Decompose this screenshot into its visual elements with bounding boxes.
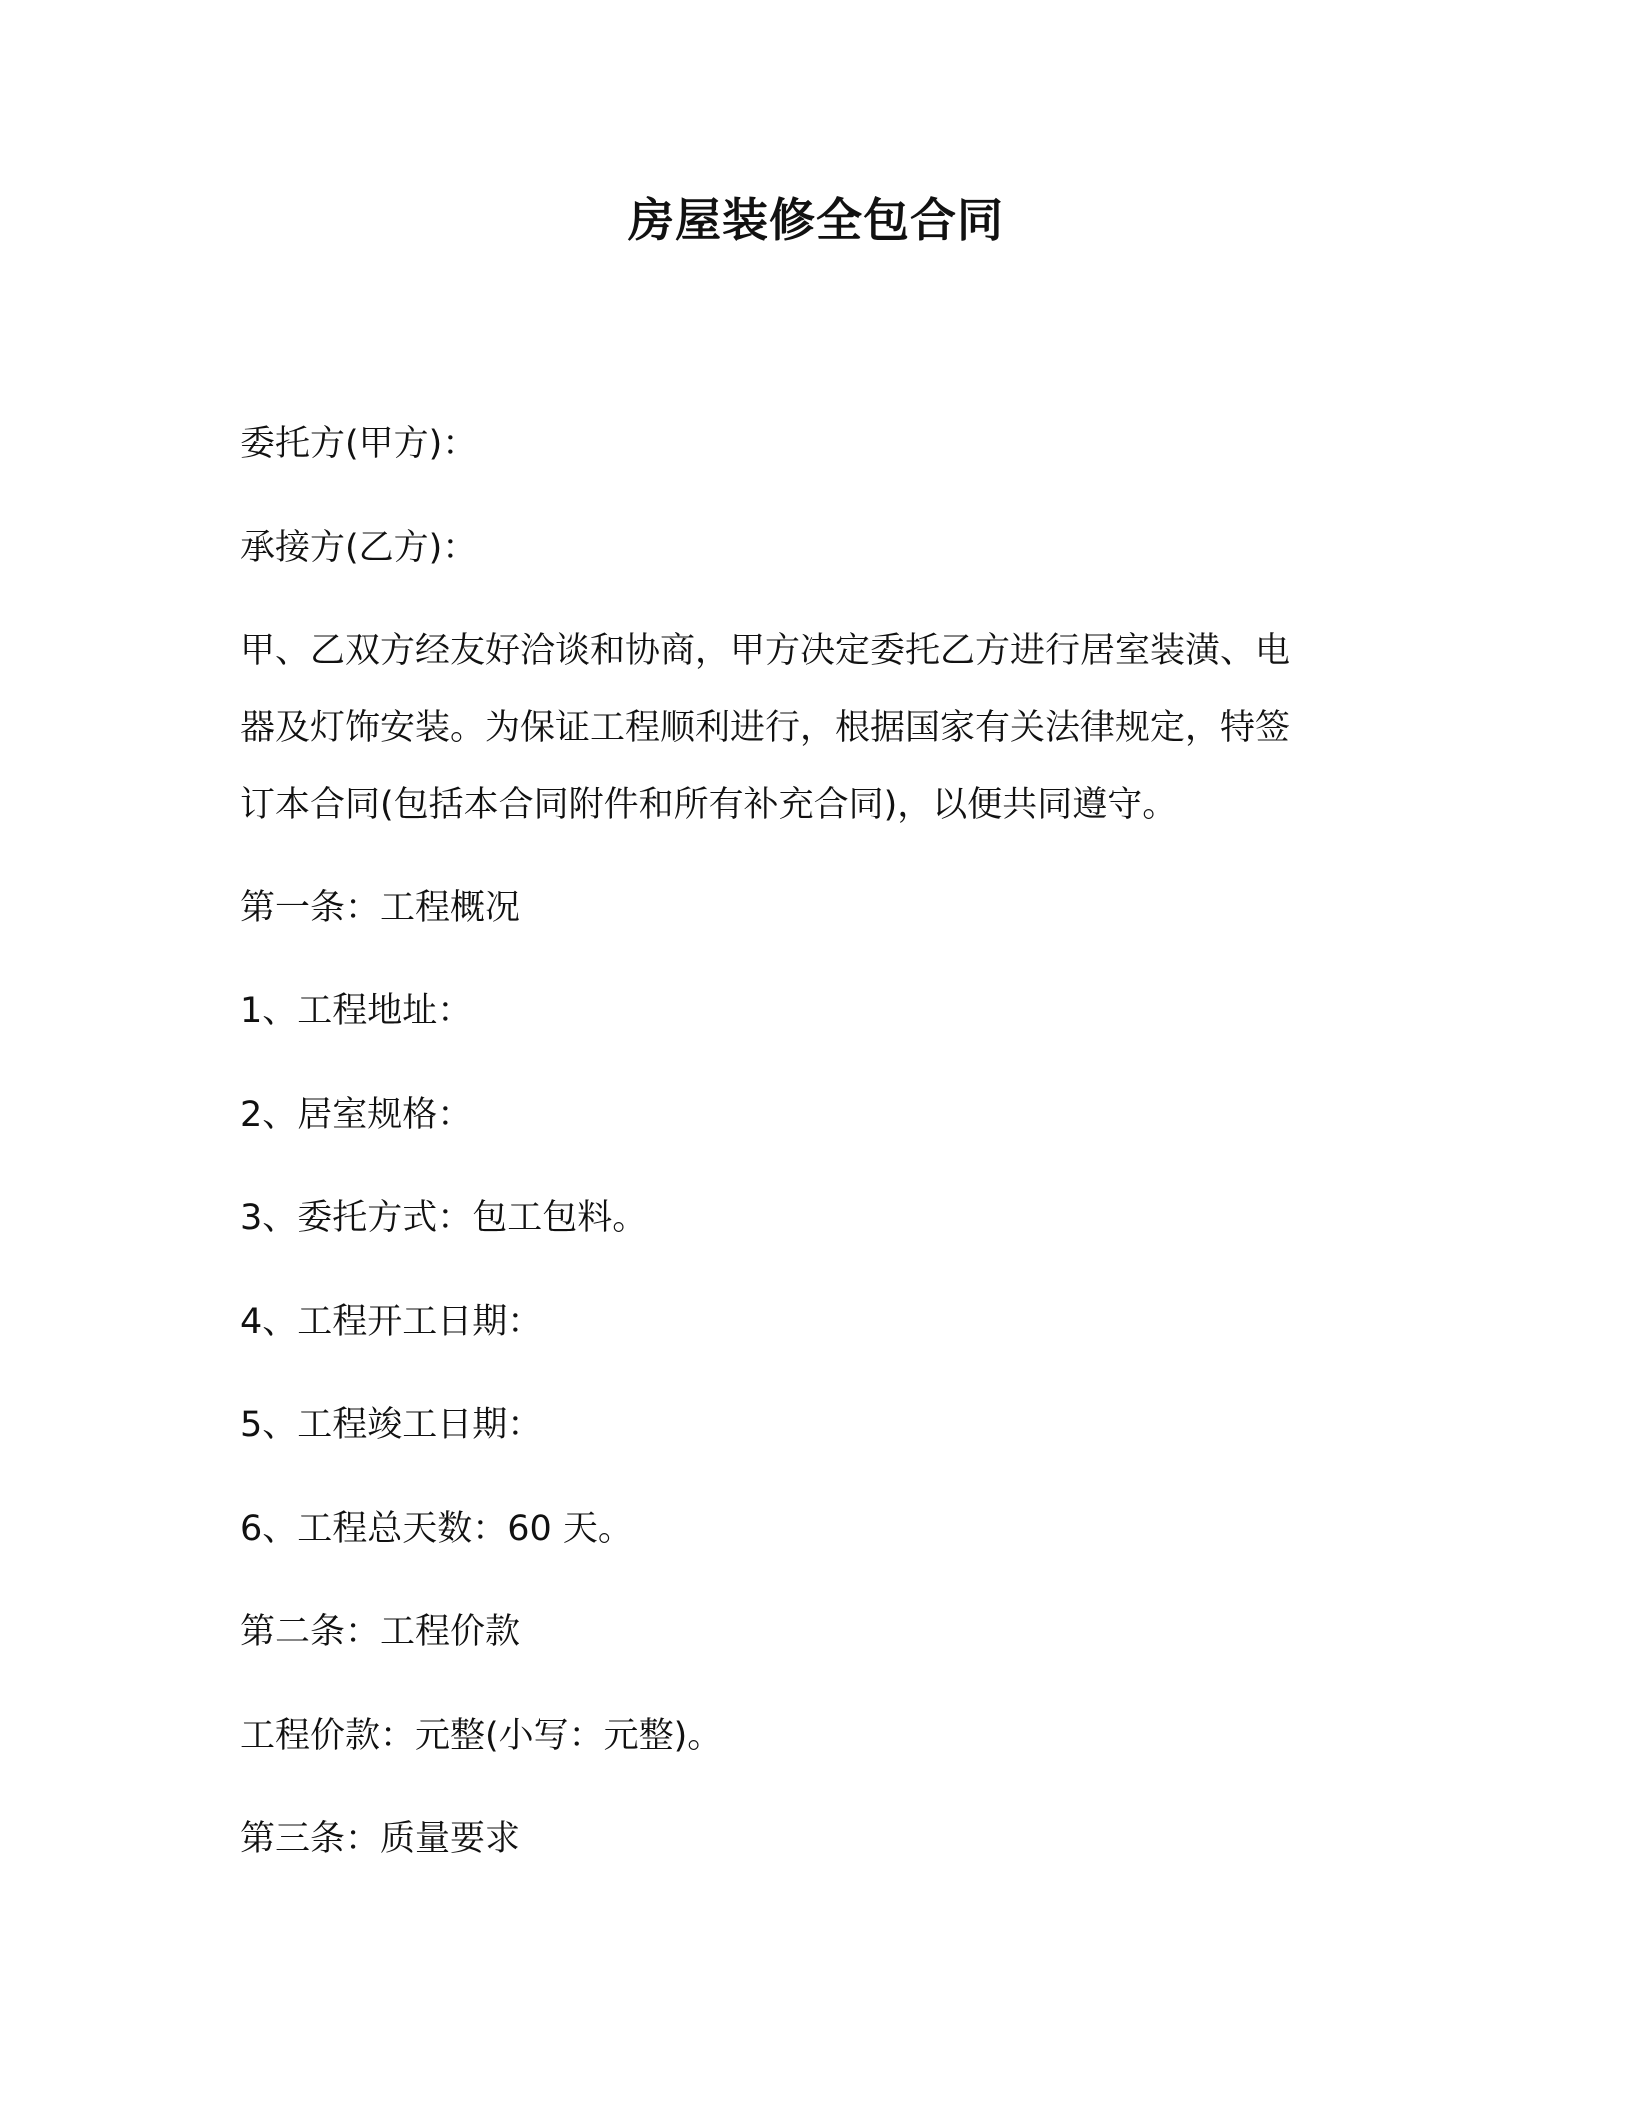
- document-title: 房屋装修全包合同: [628, 193, 1004, 247]
- list-item: 4、工程开工日期：: [240, 1302, 543, 1342]
- article-2-heading: 第二条：工程价款: [240, 1612, 521, 1652]
- list-item: 6、工程总天数：60 天。: [240, 1509, 633, 1549]
- list-item: 5、工程竣工日期：: [240, 1405, 543, 1445]
- intro-line: 订本合同(包括本合同附件和所有补充合同)，以便共同遵守。: [240, 785, 1178, 825]
- intro-paragraph: [240, 627, 1360, 858]
- list-item: 3、委托方式：包工包料。: [240, 1198, 648, 1238]
- list-item: 1、工程地址：: [240, 991, 473, 1031]
- party-a-line: 委托方(甲方)：: [240, 424, 478, 464]
- intro-line: 器及灯饰安装。为保证工程顺利进行，根据国家有关法律规定，特签: [240, 708, 1291, 748]
- article-3-heading: 第三条：质量要求: [240, 1819, 521, 1859]
- price-line: 工程价款：元整(小写：元整)。: [240, 1716, 723, 1756]
- party-b-line: 承接方(乙方)：: [240, 528, 478, 568]
- article-1-heading: 第一条：工程概况: [240, 888, 521, 928]
- intro-line: 甲、乙双方经友好洽谈和协商，甲方决定委托乙方进行居室装潢、电: [240, 631, 1291, 671]
- list-item: 2、居室规格：: [240, 1095, 473, 1135]
